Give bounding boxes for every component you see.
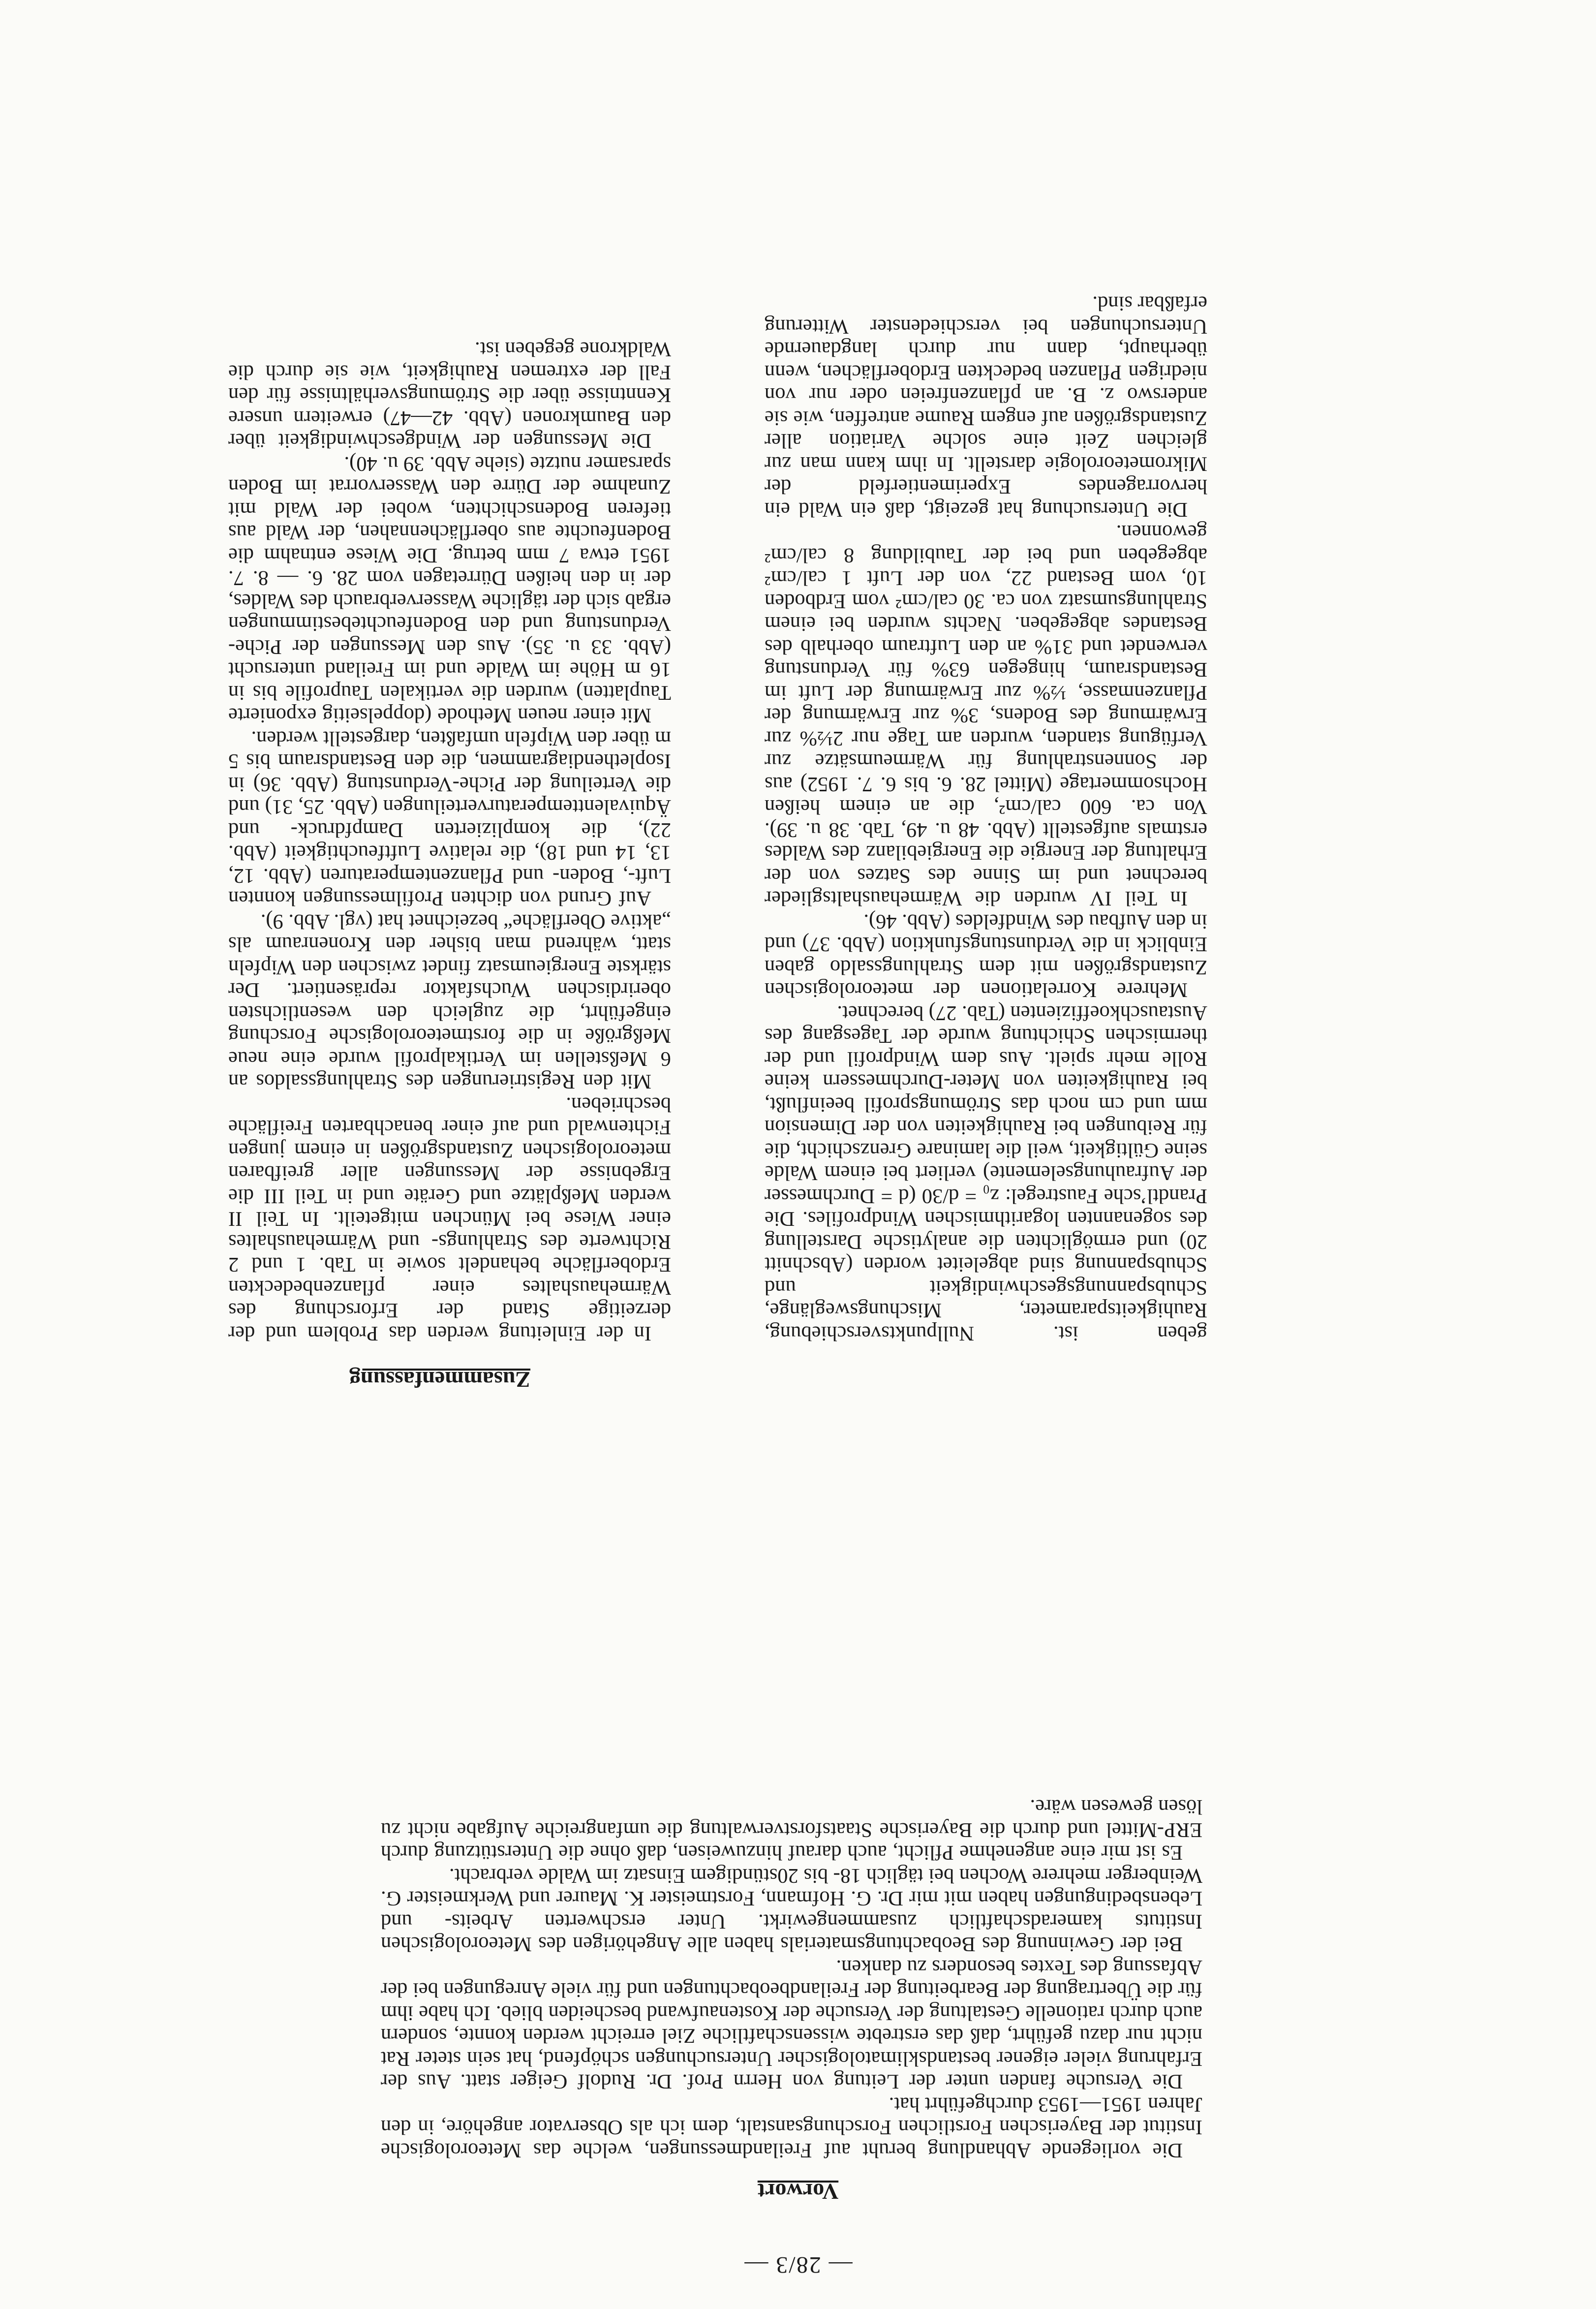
- summary-paragraph: In der Einleitung werden das Problem und der derzeitige Stand der Erforschung des Wärmehaushaltes einer pflanzenbedeckten Erdoberfläche behandelt sowie in Tab. 1 und 2 Richtwerte des Strahlungs- und Wärmehaushaltes einer Wiese bei München mitgeteilt. In Teil II werden Meßplätze und Geräte und in Teil III die Ergebnisse der Messungen aller greifbaren meteorologischen Zustandsgrößen in einem jungen Fichtenwald und auf einer benachbarten Freifläche beschrieben.: [228, 1093, 671, 1345]
- vorwort-paragraph: Bei der Gewinnung des Beobachtungsmaterials haben alle Angehörigen des Meteorologischen Instituts kameradschaftlich zusammengewirkt. Unter erschwerten Arbeits- und Lebensbedingungen haben mit mir Dr. G. Hofmann, Forstmeister K. Maurer und Werkmeister G. Weinberger mehrere Wochen bei täglich 18- bis 20stündigem Einsatz im Walde verbracht.: [381, 1864, 1202, 1956]
- summary-paragraph: Auf Grund von dichten Profilmessungen konnten Luft-, Boden- und Pflanzentemperaturen (Abb. 12, 13, 14 und 18), die relative Luftfeuchtigkeit (Abb. 22), die komplizierten Dampfdruck- und Äquivalenttemperaturverteilungen (Abb. 25, 31) und die Verteilung der Piche-Verdunstung (Abb. 36) in Isoplethendiagrammen, die den Bestandsraum bis 5 m über den Wipfeln umfaßten, dargestellt werden.: [228, 727, 671, 910]
- zusammenfassung-heading: Zusammenfassung: [349, 1367, 531, 1392]
- summary-paragraph: Die Untersuchung hat gezeigt, daß ein Wald ein hervorragendes Experimentierfeld der Mikrometeorologie darstellt. In ihm kann man zur gleichen Zeit eine solche Variation aller Zustandsgrößen auf engem Raume antreffen, wie sie anderswo z. B. an pflanzenfreien oder nur von niedrigen Pflanzen bedeckten Erdoberflächen, wenn überhaupt, dann nur durch langdauernde Untersuchungen bei verschiedenster Witterung erfaßbar sind.: [765, 292, 1207, 521]
- summary-right-column: [765, 292, 1207, 1344]
- summary-paragraph: Mehrere Korrelationen der meteorologischen Zustandsgrößen mit dem Strahlungssaldo gaben Einblick in die Verdunstungsfunktion (Abb. 37) und in den Aufbau des Windfeldes (Abb. 46).: [765, 910, 1207, 1002]
- page-number: — 28/3 —: [743, 2252, 853, 2278]
- summary-paragraph: In Teil IV wurden die Wärmehaushaltsglieder berechnet und im Sinne des Satzes von der Erhaltung der Energie die Energiebilanz des Waldes erstmals aufgestellt (Abb. 48 u. 49, Tab. 38 u. 39). Von ca. 600 cal/cm², die an einem heißen Hochsommertage (Mittel 28. 6. bis 6. 7. 1952) aus der Sonnenstrahlung für Wärmeumsätze zur Verfügung standen, wurden am Tage nur 2½% zur Erwärmung des Bodens, 3% zur Erwärmung der Pflanzenmasse, ½% zur Erwärmung der Luft im Bestandsraum, hingegen 63% für Verdunstung verwendet und 31% an den Luftraum oberhalb des Bestandes abgegeben. Nachts wurden bei einem Strahlungsumsatz von ca. 30 cal/cm² vom Erdboden 10, vom Bestand 22, von der Luft 1 cal/cm² abgegeben und bei der Taubildung 8 cal/cm² gewonnen.: [765, 521, 1207, 910]
- vorwort-body: [381, 1795, 1202, 2161]
- summary-paragraph: Mit einer neuen Methode (doppelseitig exponierte Tauplatten) wurden die vertikalen Tauprofile bis in 16 m Höhe im Walde und im Freiland untersucht (Abb. 33 u. 35). Aus den Messungen der Piche-Verdunstung und den Bodenfeuchtebestimmungen ergab sich der tägliche Wasserverbrauch des Waldes, der in den heißen Dürretagen vom 28. 6. — 8. 7. 1951 etwa 7 mm betrug. Die Wiese entnahm die Bodenfeuchte aus oberflächennahen, der Wald aus tieferen Bodenschichten, wobei der Wald mit Zunahme der Dürre den Wasservorrat im Boden sparsamer nutzte (siehe Abb. 39 u. 40).: [228, 452, 671, 727]
- vorwort-heading: Vorwort: [757, 2179, 839, 2204]
- vorwort-paragraph: Es ist mir eine angenehme Pflicht, auch darauf hinzuweisen, daß ohne die Unterstützung durch ERP-Mittel und durch die Bayerische Staatsforstverwaltung die umfangreiche Aufgabe nicht zu lösen gewesen wäre.: [381, 1795, 1202, 1865]
- vorwort-paragraph: Die Versuche fanden unter der Leitung von Herrn Prof. Dr. Rudolf Geiger statt. Aus der Erfahrung vieler eigener bestandsklimatologischer Untersuchungen schöpfend, hat sein steter Rat nicht nur dazu geführt, daß das erstrebte wissenschaftliche Ziel erreicht werden konnte, sondern auch durch rationelle Gestaltung der Versuche der Kostenaufwand bescheiden blieb. Ich habe ihm für die Übertragung der Bearbeitung der Freilandbeobachtungen und für viele Anregungen bei der Abfassung des Textes besonders zu danken.: [381, 1956, 1202, 2093]
- summary-paragraph: Mit den Registrierungen des Strahlungssaldos an 6 Meßstellen im Vertikalprofil wurde eine neue Meßgröße in die forstmeteorologische Forschung eingeführt, die zugleich den wesentlichsten oberirdischen Wuchsfaktor repräsentiert. Der stärkste Energieumsatz findet zwischen den Wipfeln statt, während man bisher den Kronenraum als „aktive Oberfläche“ bezeichnet hat (vgl. Abb. 9).: [228, 910, 671, 1093]
- summary-paragraph: geben ist. Nullpunktsverschiebung, Rauhigkeitsparameter, Mischungsweglänge, Schubspannungsgeschwindigkeit und Schubspannung sind abgeleitet worden (Abschnitt 20) und ermöglichten die analytische Darstellung des sogenannten logarithmischen Windprofiles. Die Prandtl’sche Faustregel: z₀ = d/30 (d = Durchmesser der Aufrauhungselemente) verliert bei einem Walde seine Gültigkeit, weil die laminare Grenzschicht, die für Reibungen bei Rauhigkeiten von der Dimension mm und cm noch das Strömungsprofil beeinflußt, bei Rauhigkeiten von Meter-Durchmessern keine Rolle mehr spielt. Aus dem Windprofil und der thermischen Schichtung wurde der Tagesgang des Austauschkoeffizienten (Tab. 27) berechnet.: [765, 1001, 1207, 1345]
- summary-left-column: [228, 338, 671, 1344]
- vorwort-paragraph: Die vorliegende Abhandlung beruht auf Freilandmessungen, welche das Meteorologische Institut der Bayerischen Forstlichen Forschungsanstalt, dem ich als Observator angehöre, in den Jahren 1951—1953 durchgeführt hat.: [381, 2093, 1202, 2162]
- summary-paragraph: Die Messungen der Windgeschwindigkeit über den Baumkronen (Abb. 42—47) erweitern unsere Kenntnisse über die Strömungsverhältnisse für den Fall der extremen Rauhigkeit, wie sie durch die Waldkrone gegeben ist.: [228, 338, 671, 453]
